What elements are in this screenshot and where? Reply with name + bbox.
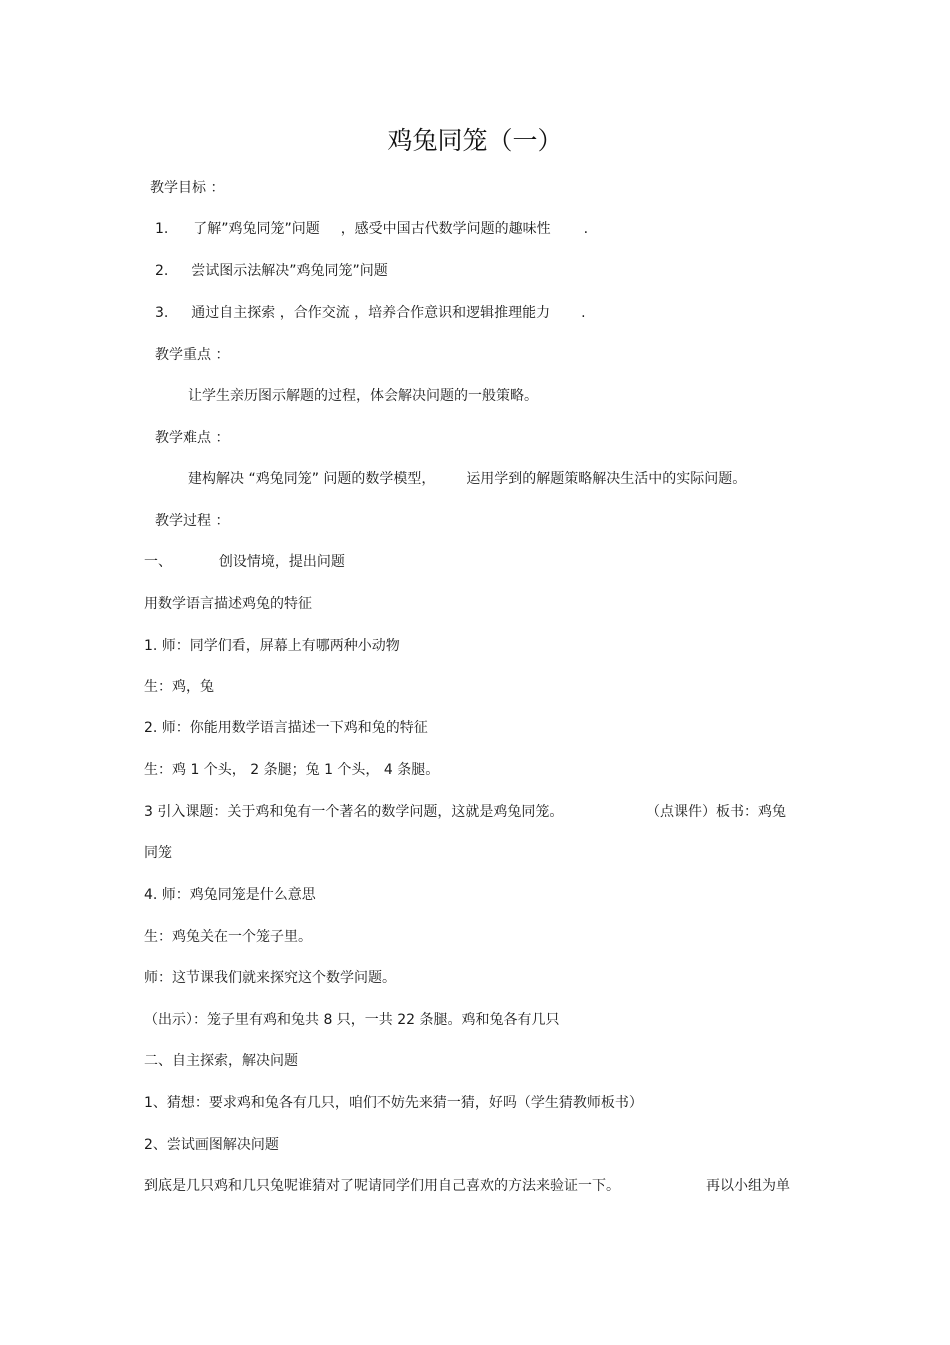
goal-1 — [155, 219, 588, 239]
goal-1-text-b: ，感受中国古代数学问题的趣味性 — [340, 221, 551, 237]
goal-1-number: 1. — [155, 221, 169, 237]
goals-heading: 教学目标 ： — [150, 180, 225, 196]
key-heading: 教学重点 ： — [155, 347, 230, 363]
goal-2-number: 2. — [155, 263, 169, 279]
difficulty-text-a: 建构解决 “鸡兔同笼” 问题的数学模型， — [188, 471, 436, 487]
difficulty-text-b: 运用学到的解题策略解决生活中的实际问题。 — [466, 471, 747, 487]
paragraph: 生：鸡 1 个头， 2 条腿；兔 1 个头， 4 条腿。 — [144, 762, 440, 778]
goal-2 — [155, 261, 388, 281]
difficulty-heading: 教学难点 ： — [155, 430, 230, 446]
key-text: 让学生亲历图示解题的过程，体会解决问题的一般策略。 — [188, 388, 538, 404]
paragraph: 1、猜想：要求鸡和兔各有几只，咱们不妨先来猜一猜，好吗（学生猜教师板书） — [144, 1095, 643, 1111]
goal-1-end: . — [583, 221, 589, 237]
paragraph: 到底是几只鸡和几只兔呢谁猜对了呢请同学们用自己喜欢的方法来验证一下。 — [144, 1178, 620, 1194]
section-1-title: 创设情境，提出问题 — [218, 554, 345, 570]
paragraph: 生：鸡，兔 — [144, 679, 214, 695]
paragraph: 2、尝试画图解决问题 — [144, 1137, 279, 1153]
goal-2-text: 尝试图示法解决”鸡兔同笼”问题 — [191, 263, 388, 279]
process-heading: 教学过程 ： — [155, 513, 230, 529]
section-1-heading — [144, 552, 345, 572]
goal-3 — [155, 303, 586, 323]
paragraph: 1. 师：同学们看，屏幕上有哪两种小动物 — [144, 638, 400, 654]
paragraph-continued: （点课件）板书：鸡兔 — [646, 804, 786, 820]
section-1-number: 一、 — [144, 554, 172, 570]
paragraph: 师：这节课我们就来探究这个数学问题。 — [144, 970, 396, 986]
paragraph: 2. 师：你能用数学语言描述一下鸡和兔的特征 — [144, 720, 428, 736]
paragraph: 同笼 — [144, 845, 172, 861]
section-2-heading: 二、自主探索，解决问题 — [144, 1053, 298, 1069]
paragraph: 用数学语言描述鸡兔的特征 — [144, 596, 312, 612]
paragraph: （出示）：笼子里有鸡和兔共 8 只，一共 22 条腿。鸡和兔各有几只 — [144, 1012, 560, 1028]
goal-3-text: 通过自主探索 ，合作交流 ，培养合作意识和逻辑推理能力 — [191, 305, 551, 321]
goal-3-number: 3. — [155, 305, 169, 321]
paragraph: 生：鸡兔关在一个笼子里。 — [144, 929, 312, 945]
page-title: 鸡兔同笼（一） — [387, 126, 563, 155]
difficulty-text — [188, 469, 746, 489]
paragraph: 3 引入课题：关于鸡和兔有一个著名的数学问题，这就是鸡兔同笼。 — [144, 804, 564, 820]
goal-1-text: 了解”鸡兔同笼”问题 — [193, 221, 320, 237]
paragraph: 4. 师：鸡兔同笼是什么意思 — [144, 887, 316, 903]
paragraph-continued: 再以小组为单 — [706, 1178, 790, 1194]
goal-3-end: . — [581, 305, 586, 321]
